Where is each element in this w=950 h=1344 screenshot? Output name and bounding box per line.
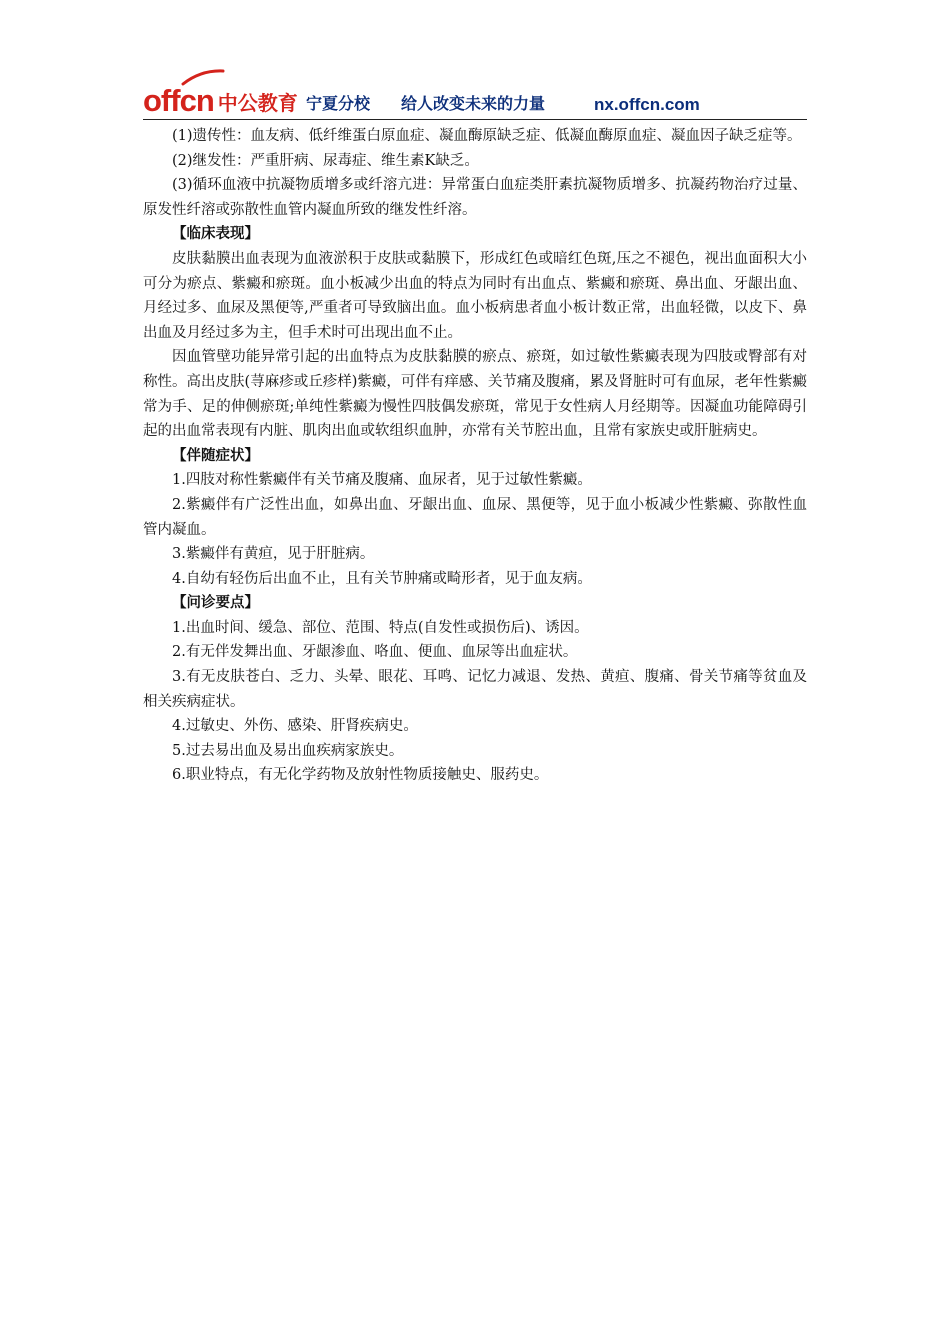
inquiry-item: 1.出血时间、缓急、部位、范围、特点(自发性或损伤后)、诱因。 <box>172 619 589 636</box>
inquiry-item: 2.有无伴发舞出血、牙龈渗血、咯血、便血、血尿等出血症状。 <box>172 644 578 661</box>
page-header <box>143 74 807 120</box>
cause-item: (2)继发性：严重肝病、尿毒症、维生素K缺乏。 <box>172 152 479 169</box>
header-url[interactable]: nx.offcn.com <box>594 95 700 114</box>
accompanying-item: 1.四肢对称性紫癜伴有关节痛及腹痛、血尿者，见于过敏性紫癜。 <box>172 472 592 489</box>
inquiry-item: 4.过敏史、外伤、感染、肝肾疾病史。 <box>172 718 418 735</box>
section-heading-clinical: 【临床表现】 <box>172 226 259 243</box>
logo-wordmark: offcn <box>143 83 214 118</box>
inquiry-item: 3.有无皮肤苍白、乏力、头晕、眼花、耳鸣、记忆力减退、发热、黄疸、腹痛、骨关节痛等贫血及相关疾病症状。 <box>143 669 807 710</box>
accompanying-item: 3.紫癜伴有黄疸，见于肝脏病。 <box>172 546 375 563</box>
header-divider <box>143 119 807 120</box>
offcn-logo <box>143 80 298 116</box>
inquiry-item: 5.过去易出血及易出血疾病家族史。 <box>172 742 404 759</box>
clinical-paragraph: 皮肤黏膜出血表现为血液淤积于皮肤或黏膜下，形成红色或暗红色斑,压之不褪色，视出血面积大小可分为瘀点、紫癜和瘀斑。血小板减少出血的特点为同时有出血点、紫癜和瘀斑、鼻出血、牙龈出血、月经过多、血尿及黑便等,严重者可导致脑出血。血小板病患者血小板计数正常，出血轻微，以皮下、鼻出血及月经过多为主，但手术时可出现出血不止。 <box>143 250 807 341</box>
cause-item: (3)循环血液中抗凝物质增多或纤溶亢进：异常蛋白血症类肝素抗凝物质增多、抗凝药物治疗过量、原发性纤溶或弥散性血管内凝血所致的继发性纤溶。 <box>143 177 807 218</box>
section-heading-inquiry: 【问诊要点】 <box>172 595 259 612</box>
header-slogan: 给人改变未来的力量 <box>401 94 546 113</box>
section-heading-accompanying: 【伴随症状】 <box>172 447 259 464</box>
logo-swoosh-icon <box>181 68 225 86</box>
logo-chinese-name: 中公教育 <box>217 91 298 115</box>
inquiry-item: 6.职业特点，有无化学药物及放射性物质接触史、服药史。 <box>172 767 549 784</box>
document-body <box>143 124 807 788</box>
cause-item: (1)遗传性：血友病、低纤维蛋白原血症、凝血酶原缺乏症、低凝血酶原血症、凝血因子缺乏症等。 <box>172 128 802 144</box>
accompanying-item: 2.紫癜伴有广泛性出血，如鼻出血、牙龈出血、血尿、黑便等，见于血小板减少性紫癜、弥散性血管内凝血。 <box>143 496 807 538</box>
accompanying-item: 4.自幼有轻伤后出血不止，且有关节肿痛或畸形者，见于血友病。 <box>172 570 592 587</box>
clinical-paragraph: 因血管壁功能异常引起的出血特点为皮肤黏膜的瘀点、瘀斑，如过敏性紫癜表现为四肢或臀部有对称性。高出皮肤(荨麻疹或丘疹样)紫癜，可伴有痒感、关节痛及腹痛，累及肾脏时可有血尿，老年性紫癜常为手、足的伸侧瘀斑;单纯性紫癜为慢性四肢偶发瘀斑，常见于女性病人月经期等。因凝血功能障碍引起的出血常表现有内脏、肌肉出血或软组织血肿，亦常有关节腔出血，且常有家族史或肝脏病史。 <box>143 349 807 440</box>
header-school: 宁夏分校 <box>306 94 371 113</box>
